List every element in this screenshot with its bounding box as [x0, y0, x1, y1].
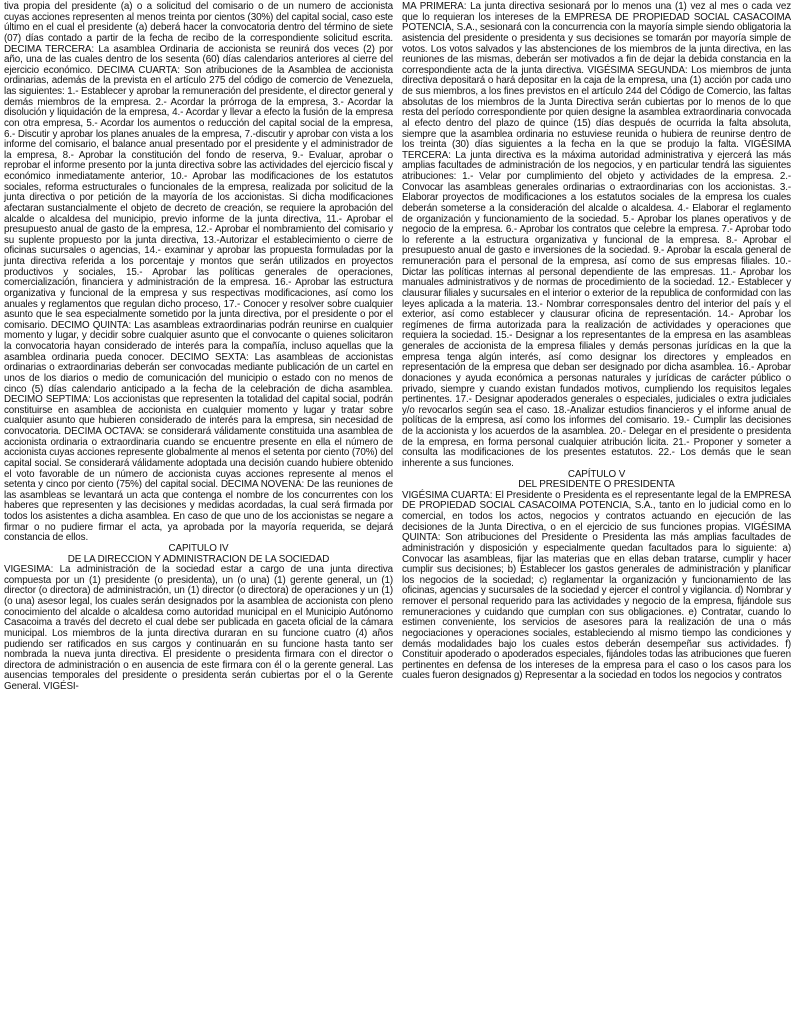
chapter-4-title: CAPITULO IV [168, 542, 229, 554]
left-paragraph-2: VIGESIMA: La administración de la sociedad estar a cargo de una junta directiva compuesta por un (1) presidente (o presidenta), un (o una) (1) gerente general, un (1) director (o directora) de administración, un (1) director (o directora) de operaciones y un (1) (o una) asesor legal, los cuales serán designados por la asamblea de accionista con pleno conocimiento del alcalde o alcaldesa como autoridad municipal en el Municipio Autónomo Casacoima a través del decreto el cual debe ser publicada en gaceta oficial de la cámara municipal. Los miembros de la junta directiva duraran en su funcione cuatro (4) años pudiendo ser ratificados en sus cargos y continuarán en su funcione hasta tanto ser nombrada la nueva junta directiva. El presidente o presidenta firmara con el director o directora de administración o en ausencia de este firmara con él o la gerente general. Las ausencias temporales del presidente o presidenta serán cubiertas por el o la Gerente General. VIGÉSI- [4, 564, 393, 692]
left-paragraph-1: tiva propia del presidente (a) o a solicitud del comisario o de un numero de accionista cuyas acciones representen al menos treinta por cientos (30%) del capital social, caso este último en el cual el presidente (a) deberá hacer la convocatoria dentro del término de siete (07) días contado a partir de la fecha de recibo de la correspondiente solicitud escrita. DECIMA TERCERA: La asamblea Ordinaria de accionista se reunirá dos veces (2) por año, una de las cuales dentro de los sesenta (60) días calendarios anteriores al cierre del ejercicio económico. DECIMA CUARTA: Son atribuciones de la Asamblea de accionista ordinarias, además de la prevista en el artículo 275 del código de comercio de Venezuela, las siguientes: 1.- Establecer y aprobar la remuneración del presidente, el director general y demás miembros de la empresa. 2.- Acordar la prórroga de la empresa, 3.- Acordar la disolución y liquidación de la empresa, 4.- Acordar y llevar a efecto la fusión de la empresa con otra empresa, 5.- Acordar los aumentos o reducción del capital social de la empresa, 6.- Discutir y aprobar los planes anuales de la empresa, 7.-discutir y aprobar con vista a los informe del comisario, el balance anual presentado por el presidente y el administrador de la empresa, 8.- Aprobar la constitución del fondo de reserva, 9.- Evaluar, aprobar o reprobar el informe presento por la junta directiva sobre las actividades del ejercicio fiscal y económico inmediatamente anterior, 10.- Aprobar las modificaciones de los estatutos sociales, reforma estructurales o funcionales de la empresa, realizada por solicitud de la junta directiva o por petición de la mayoría de los accionistas. Si dicha modificaciones afectaran sustancialmente el objeto de decreto de creación, se requiere la aprobación del alcalde o alcaldesa del municipio, previo informe de la junta directiva, 11.- Aprobar el presupuesto anual de gasto de la empresa, 12.- Aprobar el nombramiento del comisario y su suplente propuesto por la junta directiva, 13.-Autorizar el establecimiento o cierre de oficinas sucursales o agencias, 14.- examinar y aprobar las propuesta formuladas por la junta directiva referida a los porcentaje y montos que serán utilizados en proyectos productivos y sociales, 15.- Aprobar las políticas generales de operaciones, comercialización, financiera y administración de la empresa. 16.- Aprobar las estructura organizativa y funcional de la empresa y sus respectivas modificaciones, así como los anuales y reglamentos que regulan dicho proceso, 17.- Conocer y resolver sobre cualquier asunto que le sea especialmente sometido por la junta directiva, por el presidente o por el comisario. DECIMO QUINTA: Las asambleas extraordinarias podrán reunirse en cualquier momento y lugar, y decidir sobre cualquier asunto que el convocante o quienes solicitaron la convocatoria hayan considerado de interés para la compañía, incluso aquellas que la asamblea ordinaria pueda conocer. DECIMO SEXTA: Las asambleas de accionistas ordinarias o extraordinarias deberán ser convocadas mediante publicación de un cartel en unos de los diarios o medio de comunicación del municipio o estado con no menos de cinco (5) días calendario anticipado a la fecha de la celebración de dicha asamblea. DECIMO SEPTIMA: Los accionistas que representen la totalidad del capital social, podrán constituirse en asamblea de accionista en cualquier momento y lugar y tratar sobre cualquier asunto que hubieren considerado de interés para la empresa, sin necesidad de convocatoria. DECIMA OCTAVA: se considerará válidamente constituida una asamblea de accionista ordinaria o extraordinaria cuando se encuentre presente en ella el número de accionista cuyas acciones represente globalmente al menos el setenta por ciento (70%) del capital social. Se considerará válidamente adoptada una decisión cuando hubiere obtenido el voto favorable de un número de accionista cuyas acciones represente al menos el setenta y cinco por ciento (75%) del capital social. DECIMA NOVENA: De las reuniones de las asambleas se levantará un acta que contenga el nombre de los concurrentes con los haberes que representen y las decisiones y medidas acordadas, la cual será firmada por todos los asistentes a dicha asamblea. En caso de que uno de los accionistas se negare a firmar o no pudiere firmar el acta, ya aprobada por la mayoría requerida, se dejará constancia de ellos. [4, 1, 393, 544]
right-column [402, 2, 791, 1024]
right-paragraph-2: VIGÉSIMA CUARTA: El Presidente o Presidenta es el representante legal de la EMPRESA DE PROPIEDAD SOCIAL CASACOIMA POTENCIA, S.A., tanto en lo judicial como en lo comercial, en todos los actos, negocios y contratos actuando en ejecución de las decisiones de la Junta Directiva, o en el ejercicio de sus funciones propias. VIGÉSIMA QUINTA: Son atribuciones del Presidente o Presidenta las más amplias facultades de administración y disposición y especialmente quedan facultados para lo siguiente: a) Convocar las asambleas, fijar las materias que en ellas deban tratarse, cumplir y hacer cumplir sus decisiones; b) Establecer los gastos generales de administración y planificar los negocios de la sociedad; c) reglamentar la organización y funcionamiento de las oficinas, agencias y sucursales de la sociedad y ejercer el control y vigilancia. d) Nombrar y remover el personal requerido para las actividades y negocio de la empresa, fijándole sus remuneraciones y cuidando que cumplan con sus obligaciones. e) Contratar, cuando lo estimen conveniente, los servicios de asesores para la realización de una o más negociaciones y operaciones sociales, estableciendo al mismo tiempo las condiciones y demás modalidades bajo los cuales estos deberán desempeñar sus actividades. f) Constituir apoderado o apoderados especiales, fijándoles todas las atribuciones que fueren pertinentes en defensa de los intereses de la empresa para el caso o los casos para los cuales fueron designados g) Representar a la sociedad en todos los negocios y contratos [402, 489, 791, 682]
chapter-5-title: CAPÍTULO V [567, 468, 626, 480]
right-paragraph-1: MA PRIMERA: La junta directiva sesionará por lo menos una (1) vez al mes o cada vez que lo requieran los intereses de la EMPRESA DE PROPIEDAD SOCIAL CASACOIMA POTENCIA, S.A., sesionará con la concurrencia con la mayoría simple siendo obligatoria la asistencia del presidente o presidenta y sus decisiones se tomarán por mayoría simple de votos. Los votos salvados y las abstenciones de los miembros de la junta directiva, en las reuniones de las mismas, deberán ser motivados a fin de dejar la debida constancia en la correspondiente acta de la junta directiva. VIGÉSIMA SEGUNDA: Los miembros de junta directiva depositará o hará depositar en la caja de la empresa, una (1) acción por cada uno de sus miembros, a los fines previstos en el artículo 244 del Código de Comercio, las faltas absolutas de los miembros de la Junta Directiva serán cubiertas por lo menos de lo que resta del período correspondiente por quien designe la asamblea extraordinaria convocada al efecto dentro del plazo de quince (15) días después de ocurrida la falta absoluta, siempre que la asamblea ordinaria no estuviese reunida o hubiera de reunirse dentro de los treinta (30) días siguientes a la fecha en la que se produjo la falta. VIGÉSIMA TERCERA: La junta directiva es la máxima autoridad administrativa y ejercerá las más amplias facultades de administración de los negocios, y en particular tendrá las siguientes atribuciones: 1.- Velar por cumplimiento del objeto y actividades de la empresa. 2.- Convocar las asambleas generales ordinarias o extraordinarias con los accionistas. 3.- Elaborar proyectos de modificaciones a los estatutos sociales de la empresa los cuales deberán someterse a la consideración del alcalde o alcaldesa. 4.- Elaborar el reglamento de organización y funcionamiento de la sociedad. 5.- Aprobar los planes operativos y de negocio de la empresa. 6.- Aprobar los contratos que celebre la empresa. 7.- Aprobar todo lo referente a la estructura organizativa y funcional de la empresa. 8.- Aprobar el presupuesto anual de gasto e inversiones de la sociedad. 9.- Aprobar la escala general de remuneración para el personal de la empresa, así como de sus empresas filiales. 10.- Dictar las políticas internas al personal dependiente de las empresas. 11.- Aprobar los manuales administrativos y de normas de procedimiento de la sociedad. 12.- Establecer y clausurar filiales y sucursales en el interior o exterior de la republica de conformidad con las leyes aplicada a la materia. 13.- Nombrar corresponsales dentro del interior del país y el exterior, así como establecer y clausurar oficina de representación. 14.- Aprobar los regímenes de firma autorizada para la realización de actividades y operaciones que requiera la sociedad. 15.- Designar a los representantes de la empresa en las asambleas generales de accionista de la empresa filiales y demás personas jurídicas en la que la empresa tenga algún interés, así como designar los directores y empleados en representación de la empresa que deban ser designado por dicha asamblea. 16.- Aprobar donaciones y ayuda económica a personas naturales y jurídicas de carácter público o privado, siempre y cuando existan fundados motivos, cumpliendo los requisitos legales pertinentes. 17.- Designar apoderados generales o especiales, judiciales o extra judiciales y/o revocarlos según sea el caso. 18.-Analizar estudios financieros y el informe anual de políticas de la empresa, así como los informes del comisario. 19.- Cumplir las decisiones de la accionista y los acuerdos de la asamblea. 20.- Delegar en el presidente o presidenta de la empresa, en forma personal cualquier atribución licita. 21.- Proponer y someter a consulta las modificaciones de los presentes estatutos. 22.- Los demás que le sean inherente a sus funciones. [402, 1, 791, 469]
chapter-4-subtitle: DE LA DIRECCION Y ADMINISTRACION DE LA SOCIEDAD [67, 553, 330, 565]
left-column [4, 2, 393, 1024]
chapter-5-subtitle: DEL PRESIDENTE O PRESIDENTA [518, 479, 675, 491]
